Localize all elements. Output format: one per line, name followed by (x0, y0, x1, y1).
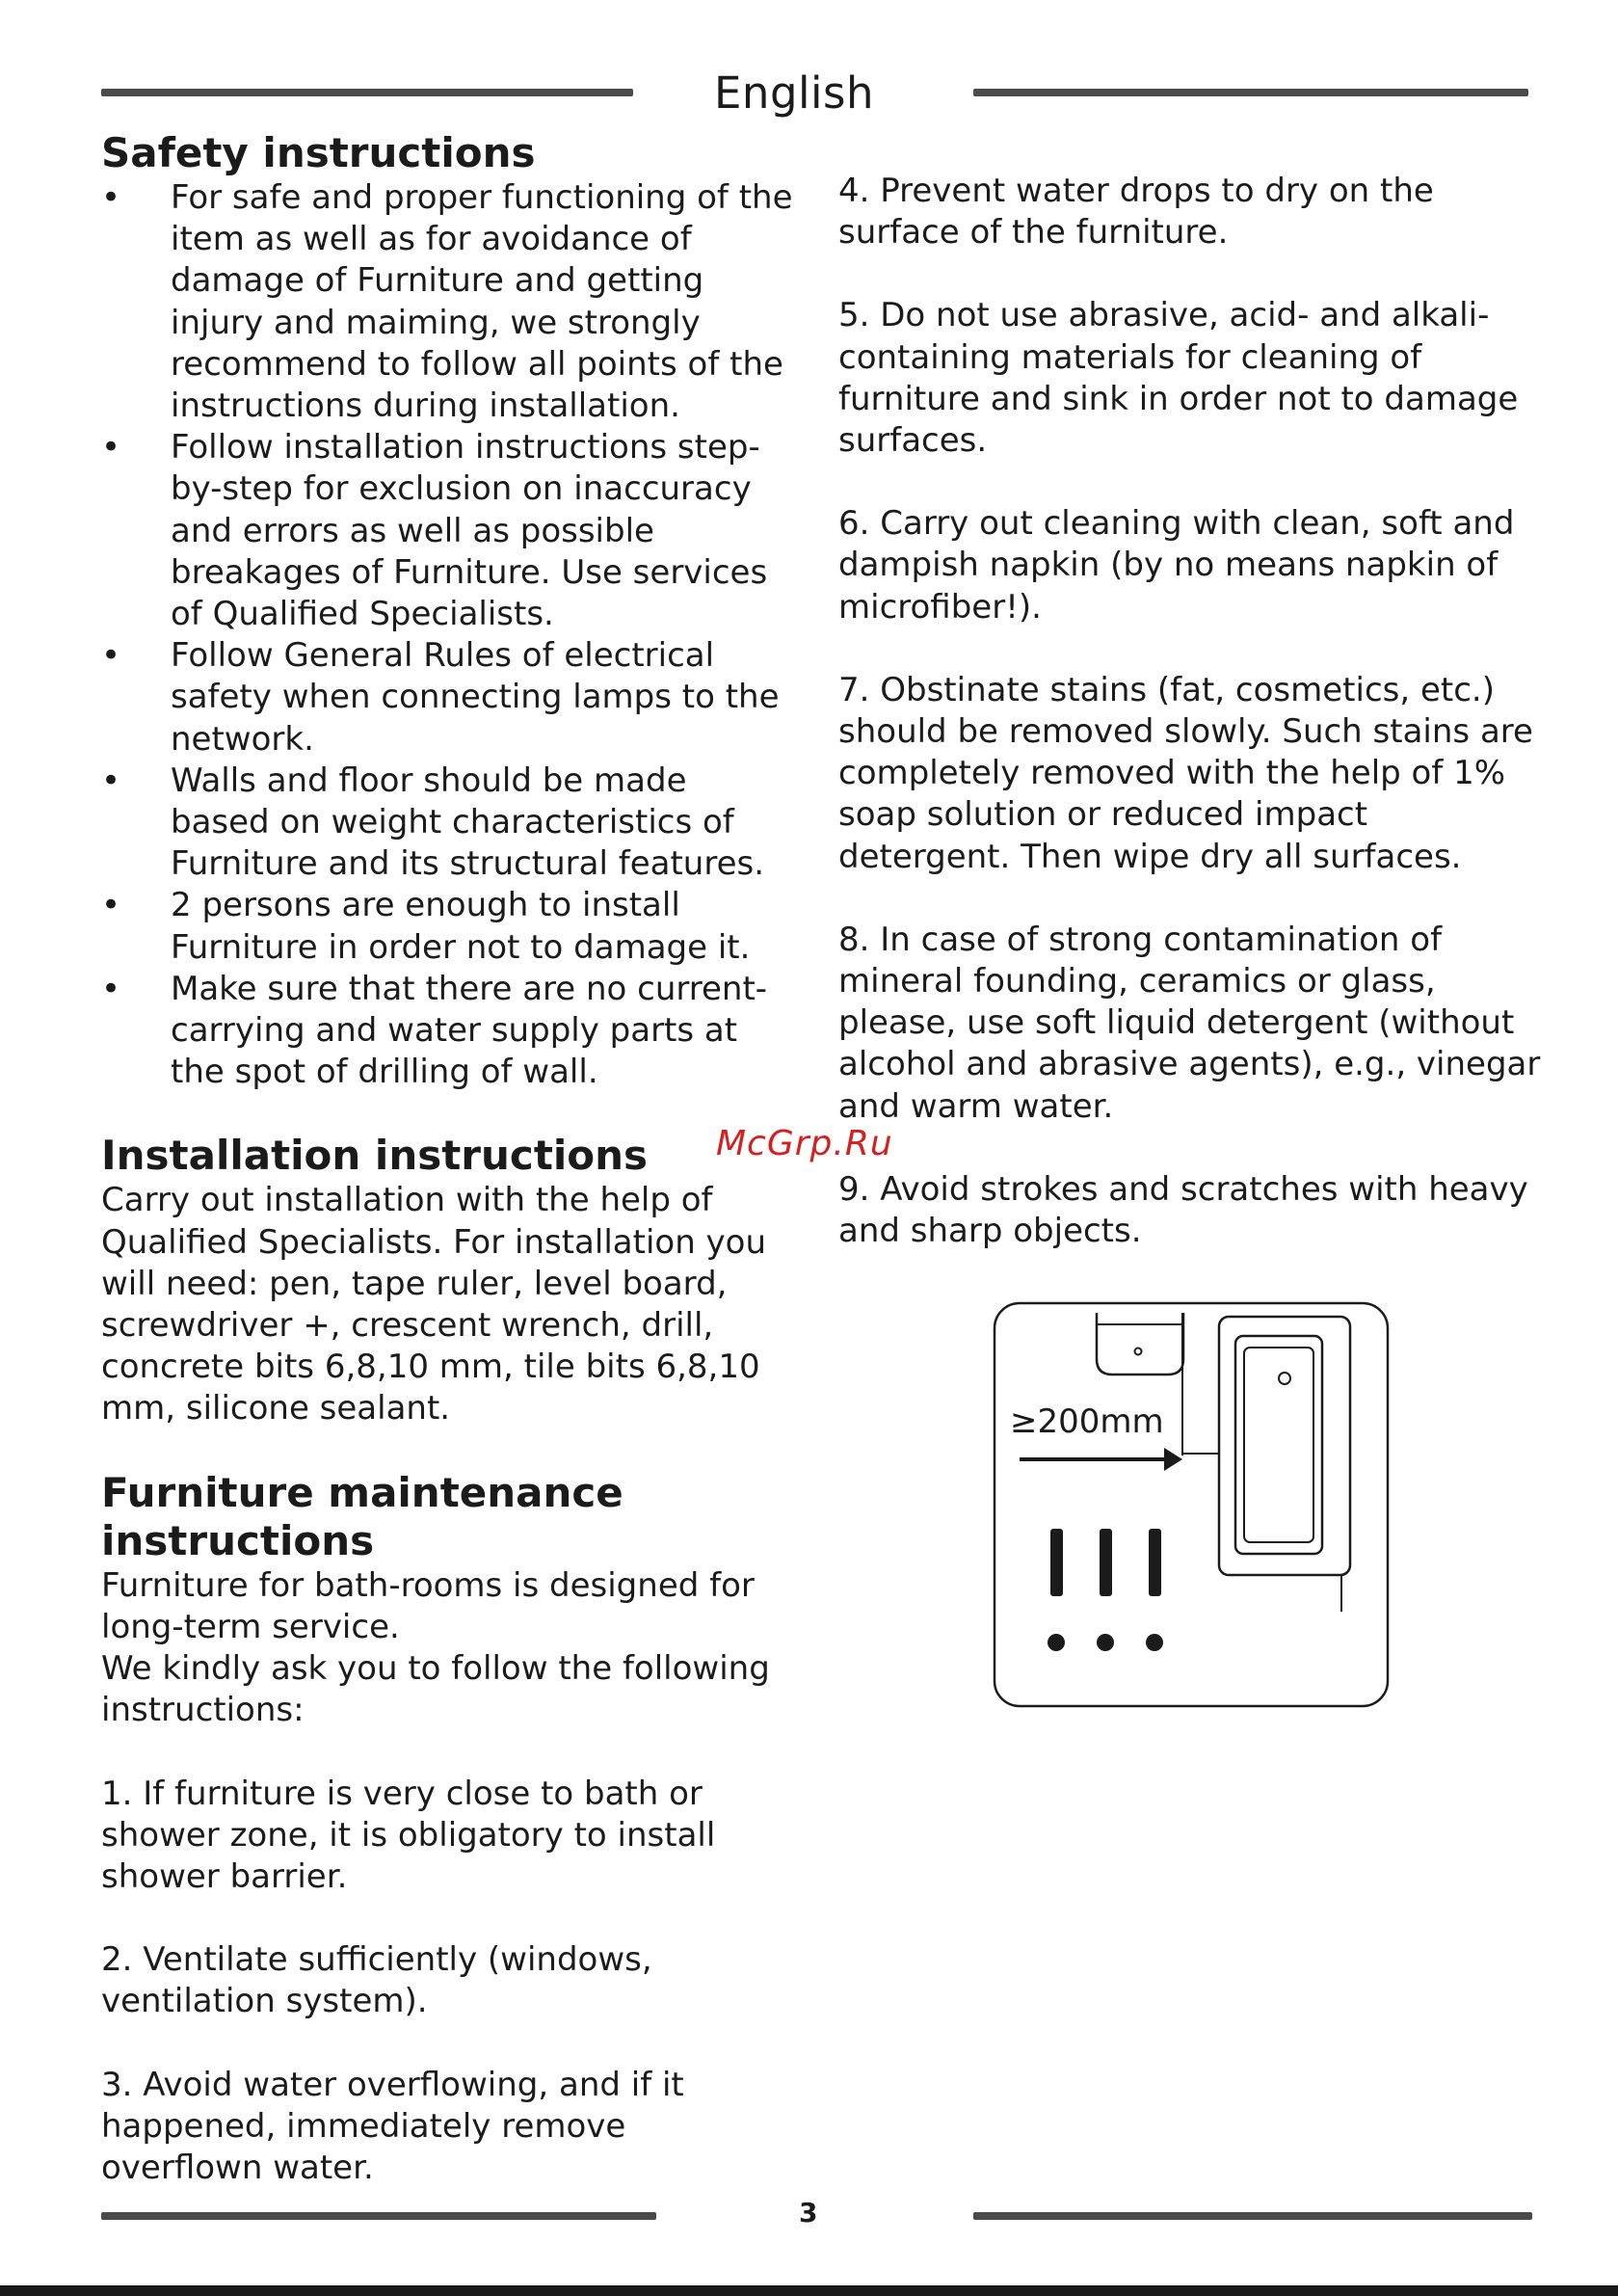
left-column (101, 129, 795, 2189)
safety-item: • Follow installation instructions step-by-step for exclusion on inaccuracy and errors as well as possible breakages of Furniture. Use services of Qualified Specialists. (101, 427, 795, 635)
drain-icon (1135, 1348, 1142, 1355)
header-rule-left (101, 89, 633, 96)
installation-title: Installation instructions (101, 1132, 649, 1180)
installation-body: Carry out installation with the help of Qualified Specialists. For installation you will need: pen, tape ruler, level board, screwdriver +, crescent wrench, drill, concrete bits 6,8,10 mm, tile bits 6,8,10 mm, silicone sealant. (101, 1181, 767, 1428)
language-label: English (714, 67, 874, 119)
header-rule-right (973, 89, 1528, 96)
warning-icon (1048, 1529, 1163, 1651)
page-number: 3 (799, 2197, 818, 2229)
maintenance-step: 9. Avoid strokes and scratches with heavy and sharp objects. (838, 1169, 1528, 1251)
safety-title: Safety instructions (101, 129, 536, 176)
maintenance-step: 6. Carry out cleaning with clean, soft and dampish napkin (by no means napkin of microfiber!). (838, 504, 1515, 627)
maintenance-step: 7. Obstinate stains (fat, cosmetics, etc.) should be removed slowly. Such stains are completely removed with the help of 1% soap solution or reduced impact detergent. Then wipe dry all surfaces. (838, 670, 1533, 876)
maintenance-step: 1. If furniture is very close to bath or shower zone, it is obligatory to install shower barrier. (101, 1774, 716, 1896)
distance-diagram (993, 1301, 1390, 1708)
bathtub-inner (1235, 1336, 1322, 1554)
maintenance-intro: We kindly ask you to follow the following instructions: (101, 1649, 770, 1730)
maintenance-step: 8. In case of strong contamination of mineral founding, ceramics or glass, please, use soft liquid detergent (without alcohol and abrasive agents), e.g., vinegar and warm water. (838, 920, 1541, 1126)
maintenance-step: 2. Ventilate sufficiently (windows, ventilation system). (101, 1940, 652, 2021)
safety-list (101, 177, 795, 1093)
maintenance-step: 3. Avoid water overflowing, and if it happened, immediately remove overflown water. (101, 2065, 684, 2187)
safety-item: • Walls and floor should be made based on weight characteristics of Furniture and its structural features. (101, 761, 795, 886)
safety-item: • Follow General Rules of electrical safety when connecting lamps to the network. (101, 635, 795, 761)
maintenance-step: 5. Do not use abrasive, acid- and alkali-containing materials for cleaning of furniture and sink in order not to damage surfaces. (838, 296, 1519, 461)
arrow-head-icon (1164, 1448, 1182, 1471)
maintenance-title: Furniture maintenance instructions (101, 1468, 623, 1564)
safety-item: • For safe and proper functioning of the item as well as for avoidance of damage of Furniture and getting injury and maiming, we strongly recommend to follow all points of the instructions during installation. (101, 177, 795, 427)
maintenance-intro: Furniture for bath-rooms is designed for long-term service. (101, 1565, 755, 1646)
bottom-edge-bar (0, 2285, 1618, 2296)
safety-item: • Make sure that there are no current-carrying and water supply parts at the spot of drilling of wall. (101, 969, 795, 1094)
footer-rule-left (101, 2212, 656, 2220)
tap-icon (1279, 1373, 1290, 1384)
watermark: McGrp.Ru (716, 1124, 893, 1163)
bathtub-icon (1219, 1317, 1350, 1575)
sink-icon (1097, 1313, 1183, 1375)
safety-item: • 2 persons are enough to install Furniture in order not to damage it. (101, 885, 795, 968)
footer-rule-right (973, 2212, 1532, 2220)
maintenance-step: 4. Prevent water drops to dry on the surface of the furniture. (838, 172, 1434, 253)
right-column (838, 171, 1542, 1252)
distance-label: ≥200mm (1010, 1402, 1164, 1441)
